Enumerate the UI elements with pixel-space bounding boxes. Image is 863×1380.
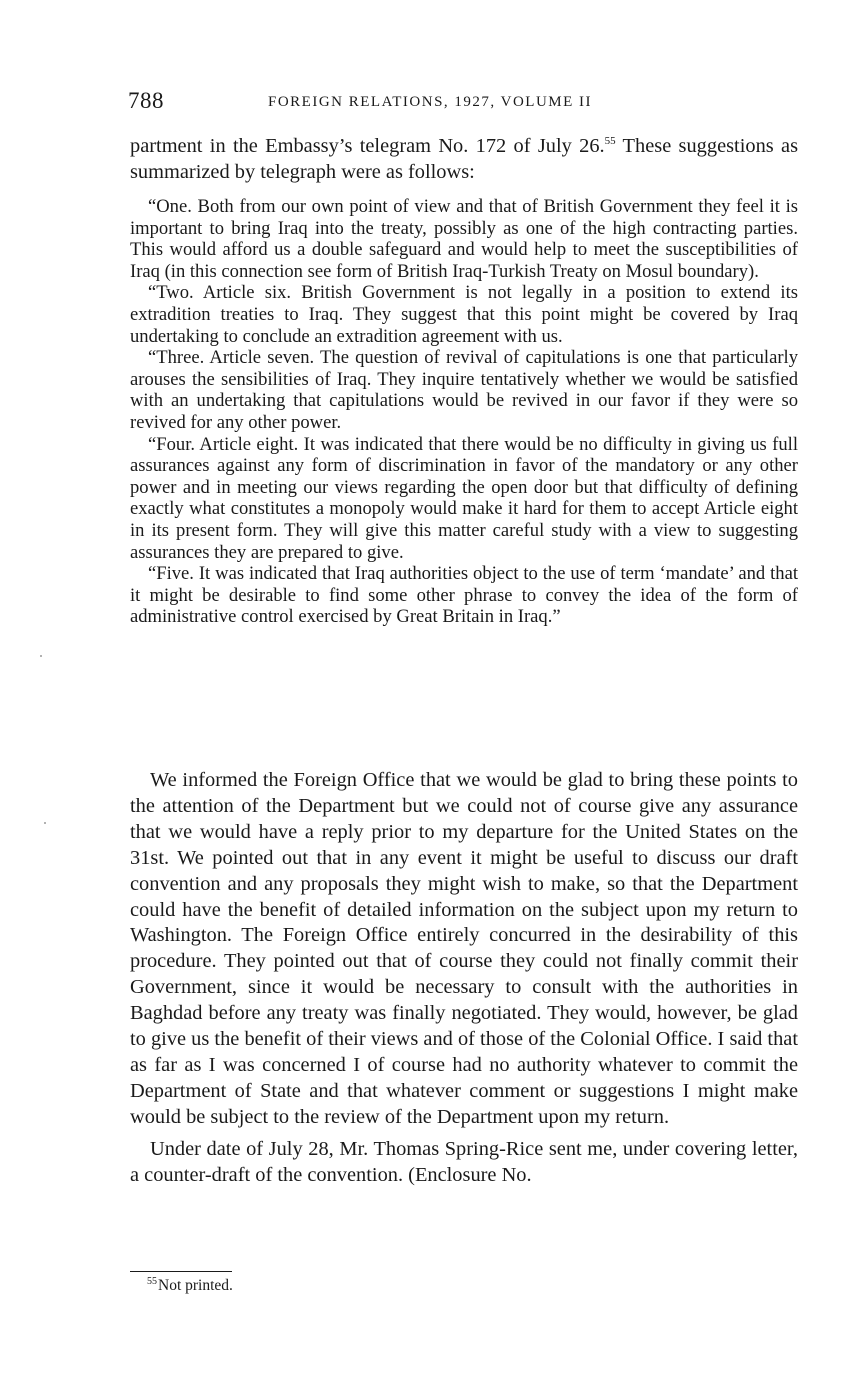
footnote-divider [130,1271,232,1272]
scan-speck [44,822,46,824]
page-header [128,88,796,118]
footnote-text: Not printed. [158,1277,233,1294]
quote-paragraph-two: “Two. Article six. British Government is not legally in a position to extend its extradition treaties to Iraq. They suggest that this point might be covered by Iraq undertaking to conclude an extradition agreement with us. [130,282,798,347]
scan-speck [40,655,42,657]
quoted-telegram [130,196,798,628]
quote-paragraph-four: “Four. Article eight. It was indicated that there would be no difficulty in giving us full assurances against any form of discrimination in favor of the mandatory or any other power and in meeting our views regarding the open door but that difficulty of defining exactly what constitutes a monopoly would make it hard for them to accept Article eight in its present form. They will give this matter careful study with a view to suggesting assurances they are prepared to give. [130,433,798,563]
footnote-reference: 55 [604,135,616,148]
quote-paragraph-three: “Three. Article seven. The question of revival of capitulations is one that particularly arouses the sensibilities of Iraq. They inquire tentatively whether we would be satisfied with an undertaking that capitulations would be revived in our favor if they were so revived for any other power. [130,347,798,433]
intro-text: partment in the Embassy’s telegram No. 172 of July 26. [130,135,605,157]
intro-text-continued: These suggestions as summarized by telegraph were as follows: [130,135,799,183]
page-number: 788 [128,88,164,113]
quote-paragraph-one: “One. Both from our own point of view and that of British Government they feel it is important to bring Iraq into the treaty, possibly as one of the high contracting parties. This would afford us a double safeguard and would help to meet the susceptibilities of Iraq (in this connection see form of British Iraq-Turkish Treaty on Mosul boundary). [130,196,798,282]
intro-paragraph [130,134,798,186]
body-paragraph: We informed the Foreign Office that we would be glad to bring these points to the attention of the Department but we could not of course give any assurance that we would have a reply prior to my departure for the United States on the 31st. We pointed out that in any event it might be useful to discuss our draft convention and any proposals they might wish to make, so that the Department could have the benefit of detailed information on the subject upon my return to Washington. The Foreign Office entirely concurred in the desirability of this procedure. They pointed out that of course they could not finally commit their Government, since it would be necessary to consult with the authorities in Baghdad before any treaty was finally negotiated. They would, however, be glad to give us the benefit of their views and of those of the Colonial Office. I said that as far as I was concerned I of course had no authority whatever to commit the Department of State and that whatever comment or suggestions I might make would be subject to the review of the Department upon my return. [130,769,798,1128]
body-paragraph: Under date of July 28, Mr. Thomas Spring-Rice sent me, under covering letter, a counter-draft of the convention. (Enclosure No. [130,1137,798,1186]
footnote-marker: 55 [147,1275,157,1287]
running-head: FOREIGN RELATIONS, 1927, VOLUME II [268,94,593,110]
footnote [147,1277,233,1295]
quote-paragraph-five: “Five. It was indicated that Iraq authorities object to the use of term ‘mandate’ and that it might be desirable to find some other phrase to convey the idea of the form of administrative control exercised by Great Britain in Iraq.” [130,563,798,628]
main-body [130,768,798,1189]
